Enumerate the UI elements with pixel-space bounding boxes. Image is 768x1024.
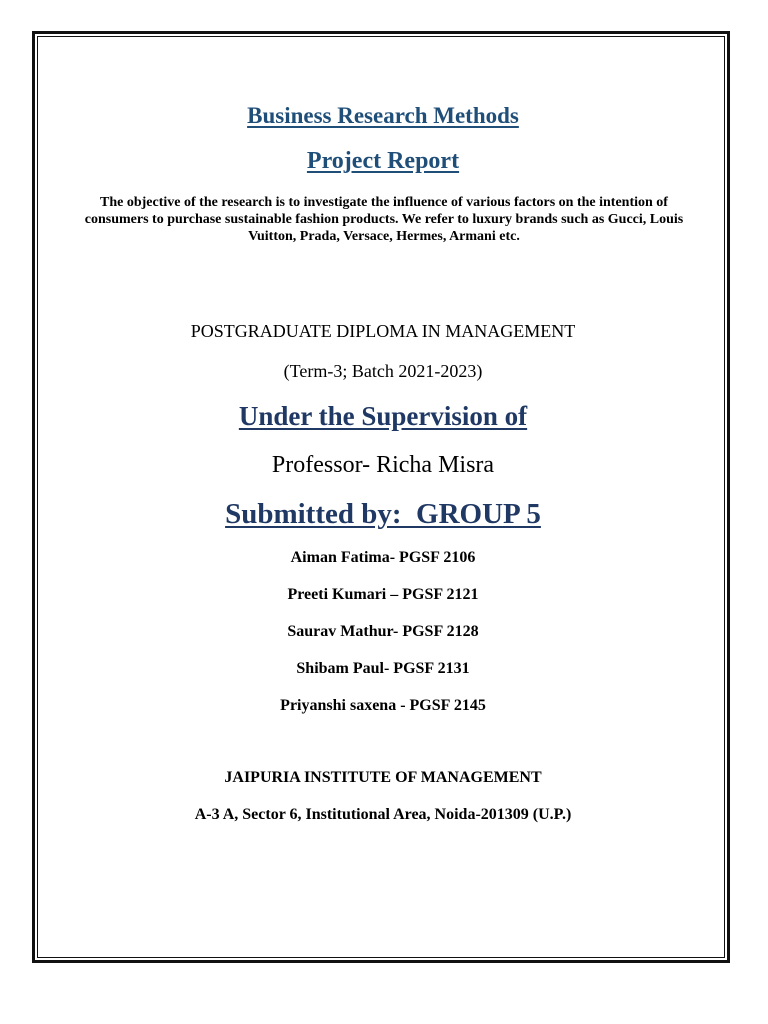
- submitted-by-heading: Submitted by: GROUP 5: [225, 498, 541, 530]
- supervisor-name: Professor- Richa Misra: [271, 452, 495, 478]
- institute-name: JAIPURIA INSTITUTE OF MANAGEMENT: [224, 769, 542, 786]
- program-name: POSTGRADUATE DIPLOMA IN MANAGEMENT: [190, 321, 576, 341]
- report-title: Project Report: [306, 148, 460, 174]
- group-member: Priyanshi saxena - PGSF 2145: [280, 697, 486, 714]
- group-member: Saurav Mathur- PGSF 2128: [287, 623, 479, 640]
- group-member: Shibam Paul- PGSF 2131: [296, 660, 470, 677]
- institute-address: A-3 A, Sector 6, Institutional Area, Noida-201309 (U.P.): [194, 806, 572, 823]
- supervision-heading: Under the Supervision of: [238, 401, 528, 431]
- term-batch: (Term-3; Batch 2021-2023): [283, 361, 483, 381]
- group-member: Aiman Fatima- PGSF 2106: [290, 549, 476, 566]
- course-title: Business Research Methods: [247, 103, 519, 128]
- group-member: Preeti Kumari – PGSF 2121: [287, 586, 479, 603]
- objective-paragraph: The objective of the research is to investigate the influence of various factors on the intention of consumers to purchase sustainable fashion products. We refer to luxury brands such as Gucci, Louis Vuitton, Prada, Versace, Hermes, Armani etc.: [84, 195, 684, 244]
